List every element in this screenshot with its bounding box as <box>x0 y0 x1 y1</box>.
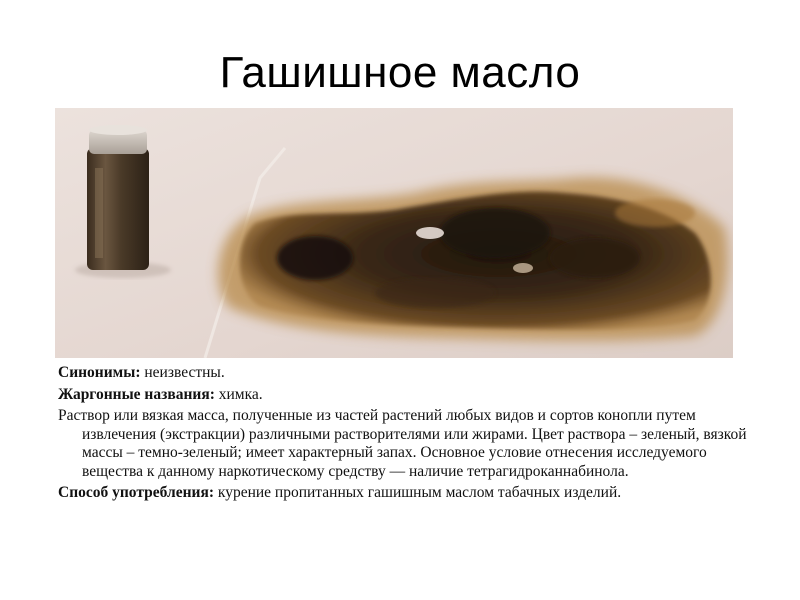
synonyms-value: неизвестны. <box>140 364 225 381</box>
usage-paragraph <box>58 484 748 503</box>
definition-paragraph: Раствор или вязкая масса, полученные из частей растений любых видов и сортов конопли путем извлечения (экстракции) различными растворителями или жирами. Цвет раствора – зеленый, вязкой массы – темно-зеленый; имеет характерный запах. Основное условие отнесения исследуемого вещества к данному наркотическому средству — наличие тетрагидроканнабинола. <box>58 407 747 480</box>
hash-oil-photo-illustration <box>55 108 733 358</box>
hash-oil-photo <box>55 108 733 358</box>
usage-label: Способ употребления: <box>58 484 215 501</box>
synonyms-paragraph <box>58 364 748 383</box>
description-text <box>58 364 748 506</box>
synonyms-label: Синонимы: <box>58 364 141 381</box>
usage-value: курение пропитанных гашишным маслом табачных изделий. <box>214 484 622 501</box>
slang-value: химка. <box>214 385 263 403</box>
slide-title: Гашишное масло <box>219 48 581 97</box>
slang-label: Жаргонные названия: <box>58 385 215 403</box>
slang-paragraph <box>58 386 748 405</box>
